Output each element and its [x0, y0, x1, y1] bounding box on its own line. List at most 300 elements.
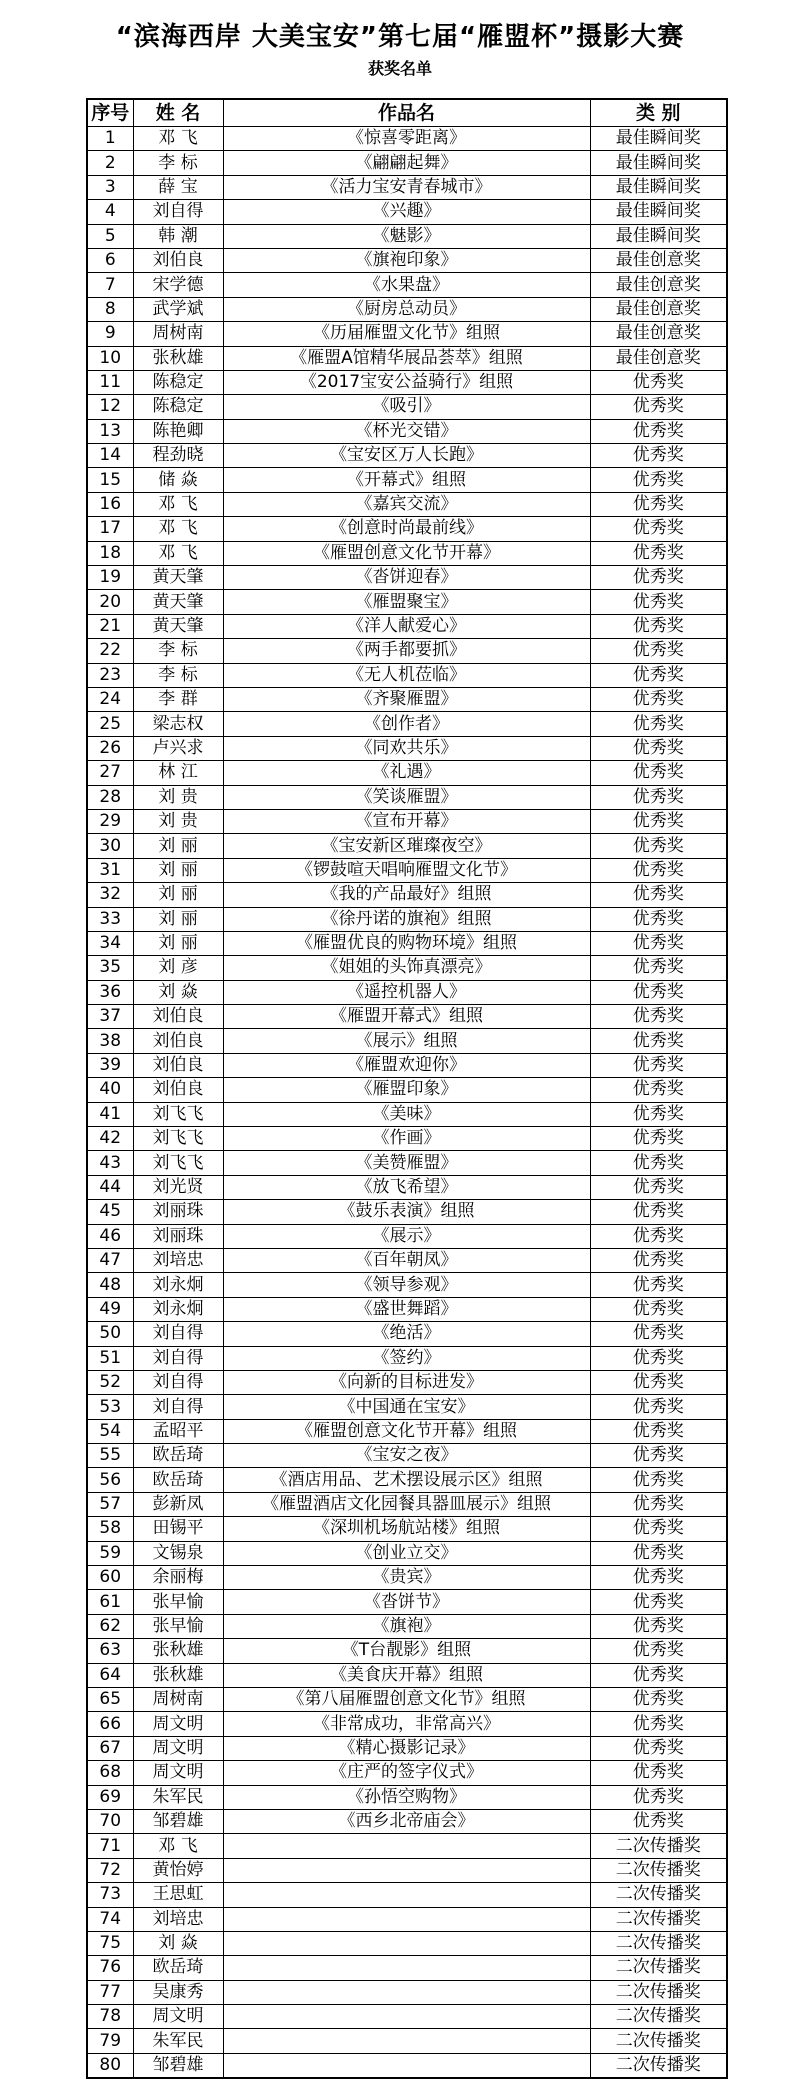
cell-category: 最佳瞬间奖 [590, 151, 727, 175]
cell-number: 42 [87, 1127, 133, 1151]
cell-work: 《展示》组照 [223, 1029, 590, 1053]
cell-number: 49 [87, 1297, 133, 1321]
cell-work: 《2017宝安公益骑行》组照 [223, 370, 590, 394]
cell-category: 优秀奖 [590, 566, 727, 590]
cell-work: 《宝安区万人长跑》 [223, 444, 590, 468]
cell-name: 周文明 [133, 1736, 223, 1760]
cell-number: 77 [87, 1980, 133, 2004]
table-row [87, 566, 727, 590]
cell-name: 余丽梅 [133, 1566, 223, 1590]
table-row [87, 1883, 727, 1907]
cell-work [223, 1980, 590, 2004]
cell-category: 优秀奖 [590, 370, 727, 394]
cell-category: 优秀奖 [590, 1151, 727, 1175]
cell-category: 优秀奖 [590, 907, 727, 931]
table-row [87, 1200, 727, 1224]
cell-category: 优秀奖 [590, 663, 727, 687]
cell-number: 29 [87, 809, 133, 833]
cell-name: 张秋雄 [133, 1639, 223, 1663]
cell-name: 刘伯良 [133, 1053, 223, 1077]
table-row [87, 1907, 727, 1931]
cell-number: 21 [87, 614, 133, 638]
table-row [87, 1931, 727, 1955]
cell-number: 64 [87, 1663, 133, 1687]
cell-category: 优秀奖 [590, 1395, 727, 1419]
cell-name: 刘丽珠 [133, 1224, 223, 1248]
cell-number: 65 [87, 1688, 133, 1712]
cell-work: 《鼓乐表演》组照 [223, 1200, 590, 1224]
cell-name: 武学斌 [133, 297, 223, 321]
table-row [87, 1980, 727, 2004]
cell-category: 优秀奖 [590, 809, 727, 833]
table-row [87, 517, 727, 541]
cell-name: 储 焱 [133, 468, 223, 492]
cell-category: 二次传播奖 [590, 1834, 727, 1858]
table-row [87, 1127, 727, 1151]
cell-category: 优秀奖 [590, 1297, 727, 1321]
cell-work: 《齐聚雁盟》 [223, 687, 590, 711]
cell-work: 《精心摄影记录》 [223, 1736, 590, 1760]
cell-number: 74 [87, 1907, 133, 1931]
table-row [87, 1761, 727, 1785]
table-row [87, 1541, 727, 1565]
cell-name: 周文明 [133, 1761, 223, 1785]
cell-work: 《深圳机场航站楼》组照 [223, 1517, 590, 1541]
cell-number: 7 [87, 273, 133, 297]
cell-name: 张秋雄 [133, 1663, 223, 1687]
cell-name: 邹碧雄 [133, 2053, 223, 2078]
cell-work: 《放飞希望》 [223, 1175, 590, 1199]
cell-name: 彭新凤 [133, 1492, 223, 1516]
cell-number: 22 [87, 639, 133, 663]
cell-work [223, 2029, 590, 2053]
table-row [87, 2053, 727, 2078]
cell-category: 最佳创意奖 [590, 273, 727, 297]
cell-number: 30 [87, 834, 133, 858]
table-row [87, 248, 727, 272]
cell-work: 《姐姐的头饰真漂亮》 [223, 956, 590, 980]
cell-number: 18 [87, 541, 133, 565]
cell-work: 《创作者》 [223, 712, 590, 736]
cell-number: 5 [87, 224, 133, 248]
table-row [87, 809, 727, 833]
cell-category: 优秀奖 [590, 614, 727, 638]
cell-category: 优秀奖 [590, 517, 727, 541]
cell-work: 《沓饼迎春》 [223, 566, 590, 590]
table-row [87, 907, 727, 931]
cell-name: 刘自得 [133, 200, 223, 224]
cell-category: 二次传播奖 [590, 2053, 727, 2078]
table-row [87, 1614, 727, 1638]
cell-number: 59 [87, 1541, 133, 1565]
cell-number: 3 [87, 175, 133, 199]
cell-name: 周文明 [133, 1712, 223, 1736]
cell-category: 优秀奖 [590, 1200, 727, 1224]
cell-name: 刘伯良 [133, 1005, 223, 1029]
cell-name: 刘永炯 [133, 1297, 223, 1321]
cell-work: 《宣布开幕》 [223, 809, 590, 833]
table-row [87, 468, 727, 492]
cell-name: 刘 丽 [133, 907, 223, 931]
cell-work: 《杯光交错》 [223, 419, 590, 443]
table-row [87, 639, 727, 663]
cell-work [223, 1956, 590, 1980]
table-header-row [87, 99, 727, 127]
cell-work: 《绝活》 [223, 1322, 590, 1346]
cell-work: 《非常成功，非常高兴》 [223, 1712, 590, 1736]
cell-category: 优秀奖 [590, 468, 727, 492]
cell-number: 66 [87, 1712, 133, 1736]
cell-number: 15 [87, 468, 133, 492]
cell-name: 刘光贤 [133, 1175, 223, 1199]
cell-name: 刘伯良 [133, 248, 223, 272]
cell-category: 优秀奖 [590, 1736, 727, 1760]
cell-category: 优秀奖 [590, 1248, 727, 1272]
cell-number: 1 [87, 127, 133, 151]
cell-work: 《厨房总动员》 [223, 297, 590, 321]
winners-table [86, 98, 728, 2079]
cell-number: 78 [87, 2005, 133, 2029]
cell-work: 《洋人献爱心》 [223, 614, 590, 638]
cell-work: 《庄严的签字仪式》 [223, 1761, 590, 1785]
cell-number: 45 [87, 1200, 133, 1224]
cell-work: 《第八届雁盟创意文化节》组照 [223, 1688, 590, 1712]
cell-work: 《贵宾》 [223, 1566, 590, 1590]
cell-name: 刘 彦 [133, 956, 223, 980]
table-row [87, 1736, 727, 1760]
cell-name: 陈稳定 [133, 370, 223, 394]
cell-work: 《中国通在宝安》 [223, 1395, 590, 1419]
cell-number: 19 [87, 566, 133, 590]
table-row [87, 151, 727, 175]
table-row [87, 931, 727, 955]
cell-work [223, 2005, 590, 2029]
cell-number: 80 [87, 2053, 133, 2078]
cell-number: 31 [87, 858, 133, 882]
cell-name: 刘 丽 [133, 834, 223, 858]
page-subtitle: 获奖名单 [367, 59, 432, 78]
cell-name: 邓 飞 [133, 127, 223, 151]
cell-work: 《作画》 [223, 1127, 590, 1151]
cell-category: 优秀奖 [590, 1127, 727, 1151]
table-row [87, 200, 727, 224]
cell-category: 最佳瞬间奖 [590, 127, 727, 151]
cell-category: 优秀奖 [590, 1005, 727, 1029]
cell-number: 57 [87, 1492, 133, 1516]
cell-work: 《锣鼓喧天唱响雁盟文化节》 [223, 858, 590, 882]
cell-number: 12 [87, 395, 133, 419]
cell-work: 《我的产品最好》组照 [223, 883, 590, 907]
cell-work: 《签约》 [223, 1346, 590, 1370]
cell-work: 《礼遇》 [223, 761, 590, 785]
cell-work: 《开幕式》组照 [223, 468, 590, 492]
cell-work: 《百年朝凤》 [223, 1248, 590, 1272]
cell-work: 《嘉宾交流》 [223, 492, 590, 516]
cell-work: 《无人机莅临》 [223, 663, 590, 687]
cell-number: 37 [87, 1005, 133, 1029]
table-row [87, 1078, 727, 1102]
cell-number: 4 [87, 200, 133, 224]
cell-name: 黄怡婷 [133, 1858, 223, 1882]
table-row [87, 1444, 727, 1468]
table-row [87, 419, 727, 443]
cell-number: 63 [87, 1639, 133, 1663]
cell-number: 44 [87, 1175, 133, 1199]
cell-number: 28 [87, 785, 133, 809]
cell-number: 46 [87, 1224, 133, 1248]
cell-work [223, 1907, 590, 1931]
cell-work: 《宝安新区璀璨夜空》 [223, 834, 590, 858]
cell-number: 27 [87, 761, 133, 785]
cell-number: 13 [87, 419, 133, 443]
cell-name: 欧岳琦 [133, 1468, 223, 1492]
cell-category: 优秀奖 [590, 1444, 727, 1468]
cell-number: 62 [87, 1614, 133, 1638]
cell-work: 《T台靓影》组照 [223, 1639, 590, 1663]
cell-category: 优秀奖 [590, 1614, 727, 1638]
cell-number: 50 [87, 1322, 133, 1346]
cell-category: 最佳创意奖 [590, 346, 727, 370]
table-row [87, 1590, 727, 1614]
cell-name: 周树南 [133, 1688, 223, 1712]
cell-name: 刘飞飞 [133, 1127, 223, 1151]
table-row [87, 1175, 727, 1199]
cell-category: 优秀奖 [590, 1688, 727, 1712]
cell-work: 《雁盟开幕式》组照 [223, 1005, 590, 1029]
cell-name: 刘培忠 [133, 1248, 223, 1272]
table-row [87, 1005, 727, 1029]
cell-name: 欧岳琦 [133, 1956, 223, 1980]
cell-work: 《酒店用品、艺术摆设展示区》组照 [223, 1468, 590, 1492]
cell-work: 《吸引》 [223, 395, 590, 419]
cell-work: 《翩翩起舞》 [223, 151, 590, 175]
page-title: “滨海西岸 大美宝安”第七届“雁盟杯”摄影大赛 [115, 22, 685, 52]
table-row [87, 395, 727, 419]
cell-work: 《盛世舞蹈》 [223, 1297, 590, 1321]
cell-number: 17 [87, 517, 133, 541]
cell-number: 76 [87, 1956, 133, 1980]
table-row [87, 1224, 727, 1248]
cell-category: 二次传播奖 [590, 1931, 727, 1955]
cell-number: 60 [87, 1566, 133, 1590]
cell-number: 69 [87, 1785, 133, 1809]
cell-name: 刘自得 [133, 1322, 223, 1346]
cell-category: 优秀奖 [590, 1419, 727, 1443]
cell-category: 二次传播奖 [590, 2005, 727, 2029]
cell-category: 优秀奖 [590, 1566, 727, 1590]
table-row [87, 1517, 727, 1541]
cell-category: 优秀奖 [590, 956, 727, 980]
cell-number: 51 [87, 1346, 133, 1370]
cell-number: 25 [87, 712, 133, 736]
cell-work: 《旗袍印象》 [223, 248, 590, 272]
cell-name: 朱军民 [133, 1785, 223, 1809]
cell-category: 优秀奖 [590, 1370, 727, 1394]
column-header-name: 姓 名 [133, 99, 223, 127]
table-row [87, 1663, 727, 1687]
cell-category: 二次传播奖 [590, 2029, 727, 2053]
cell-name: 黄天肇 [133, 590, 223, 614]
cell-number: 56 [87, 1468, 133, 1492]
cell-name: 孟昭平 [133, 1419, 223, 1443]
cell-work: 《创意时尚最前线》 [223, 517, 590, 541]
cell-number: 67 [87, 1736, 133, 1760]
table-row [87, 1297, 727, 1321]
cell-work: 《徐丹诺的旗袍》组照 [223, 907, 590, 931]
table-row [87, 1858, 727, 1882]
cell-category: 优秀奖 [590, 1029, 727, 1053]
cell-category: 优秀奖 [590, 492, 727, 516]
cell-work: 《展示》 [223, 1224, 590, 1248]
cell-number: 68 [87, 1761, 133, 1785]
cell-work: 《创业立交》 [223, 1541, 590, 1565]
cell-number: 72 [87, 1858, 133, 1882]
table-row [87, 1370, 727, 1394]
cell-name: 刘自得 [133, 1346, 223, 1370]
table-row [87, 1785, 727, 1809]
cell-number: 38 [87, 1029, 133, 1053]
cell-category: 优秀奖 [590, 1590, 727, 1614]
table-row [87, 1346, 727, 1370]
cell-category: 最佳创意奖 [590, 297, 727, 321]
cell-category: 优秀奖 [590, 395, 727, 419]
cell-name: 刘 丽 [133, 858, 223, 882]
cell-name: 薛 宝 [133, 175, 223, 199]
cell-name: 宋学德 [133, 273, 223, 297]
table-row [87, 370, 727, 394]
table-row [87, 2005, 727, 2029]
cell-number: 33 [87, 907, 133, 931]
table-row [87, 687, 727, 711]
cell-work: 《惊喜零距离》 [223, 127, 590, 151]
cell-name: 梁志权 [133, 712, 223, 736]
table-row [87, 1273, 727, 1297]
table-row [87, 492, 727, 516]
cell-work: 《两手都要抓》 [223, 639, 590, 663]
table-row [87, 1639, 727, 1663]
cell-number: 70 [87, 1809, 133, 1833]
cell-number: 14 [87, 444, 133, 468]
table-row [87, 273, 727, 297]
cell-name: 刘 贵 [133, 809, 223, 833]
cell-number: 48 [87, 1273, 133, 1297]
cell-work: 《美赞雁盟》 [223, 1151, 590, 1175]
table-row [87, 1492, 727, 1516]
table-row [87, 1956, 727, 1980]
cell-category: 优秀奖 [590, 1175, 727, 1199]
cell-work [223, 1883, 590, 1907]
cell-work: 《美味》 [223, 1102, 590, 1126]
cell-number: 61 [87, 1590, 133, 1614]
table-row [87, 614, 727, 638]
cell-number: 11 [87, 370, 133, 394]
cell-work: 《西乡北帝庙会》 [223, 1809, 590, 1833]
cell-name: 田锡平 [133, 1517, 223, 1541]
table-row [87, 761, 727, 785]
cell-number: 55 [87, 1444, 133, 1468]
cell-category: 优秀奖 [590, 858, 727, 882]
cell-name: 林 江 [133, 761, 223, 785]
cell-category: 优秀奖 [590, 1102, 727, 1126]
column-header-category: 类 别 [590, 99, 727, 127]
cell-category: 优秀奖 [590, 712, 727, 736]
table-row [87, 736, 727, 760]
table-row [87, 712, 727, 736]
table-row [87, 1395, 727, 1419]
cell-work: 《雁盟印象》 [223, 1078, 590, 1102]
cell-number: 34 [87, 931, 133, 955]
cell-category: 优秀奖 [590, 980, 727, 1004]
cell-work [223, 2053, 590, 2078]
cell-number: 32 [87, 883, 133, 907]
cell-work: 《雁盟A馆精华展品荟萃》组照 [223, 346, 590, 370]
cell-name: 刘伯良 [133, 1078, 223, 1102]
cell-name: 文锡泉 [133, 1541, 223, 1565]
cell-name: 卢兴求 [133, 736, 223, 760]
cell-work: 《雁盟聚宝》 [223, 590, 590, 614]
table-row [87, 1688, 727, 1712]
cell-work: 《美食庆开幕》组照 [223, 1663, 590, 1687]
table-row [87, 1248, 727, 1272]
table-row [87, 1809, 727, 1833]
table-row [87, 1102, 727, 1126]
cell-number: 47 [87, 1248, 133, 1272]
cell-name: 刘 丽 [133, 883, 223, 907]
cell-category: 优秀奖 [590, 1224, 727, 1248]
cell-number: 79 [87, 2029, 133, 2053]
cell-name: 邓 飞 [133, 517, 223, 541]
cell-work: 《旗袍》 [223, 1614, 590, 1638]
cell-category: 优秀奖 [590, 1517, 727, 1541]
table-row [87, 297, 727, 321]
cell-name: 刘 焱 [133, 1931, 223, 1955]
cell-work [223, 1858, 590, 1882]
cell-work: 《雁盟创意文化节开幕》组照 [223, 1419, 590, 1443]
cell-category: 优秀奖 [590, 1322, 727, 1346]
cell-name: 程劲晓 [133, 444, 223, 468]
cell-number: 52 [87, 1370, 133, 1394]
cell-number: 10 [87, 346, 133, 370]
cell-work: 《孙悟空购物》 [223, 1785, 590, 1809]
table-row [87, 1053, 727, 1077]
cell-name: 刘永炯 [133, 1273, 223, 1297]
table-row [87, 346, 727, 370]
cell-work: 《遥控机器人》 [223, 980, 590, 1004]
cell-name: 张早愉 [133, 1590, 223, 1614]
cell-category: 优秀奖 [590, 931, 727, 955]
cell-name: 刘 焱 [133, 980, 223, 1004]
cell-category: 优秀奖 [590, 1663, 727, 1687]
cell-name: 黄天肇 [133, 566, 223, 590]
cell-work: 《宝安之夜》 [223, 1444, 590, 1468]
cell-work: 《向新的目标进发》 [223, 1370, 590, 1394]
cell-category: 优秀奖 [590, 1541, 727, 1565]
table-row [87, 956, 727, 980]
cell-work: 《活力宝安青春城市》 [223, 175, 590, 199]
cell-number: 58 [87, 1517, 133, 1541]
table-row [87, 444, 727, 468]
table-row [87, 785, 727, 809]
cell-name: 陈艳卿 [133, 419, 223, 443]
cell-work: 《同欢共乐》 [223, 736, 590, 760]
cell-work: 《雁盟酒店文化园餐具器皿展示》组照 [223, 1492, 590, 1516]
cell-number: 26 [87, 736, 133, 760]
table-row [87, 1419, 727, 1443]
cell-number: 8 [87, 297, 133, 321]
table-row [87, 590, 727, 614]
cell-category: 优秀奖 [590, 1639, 727, 1663]
cell-work [223, 1834, 590, 1858]
